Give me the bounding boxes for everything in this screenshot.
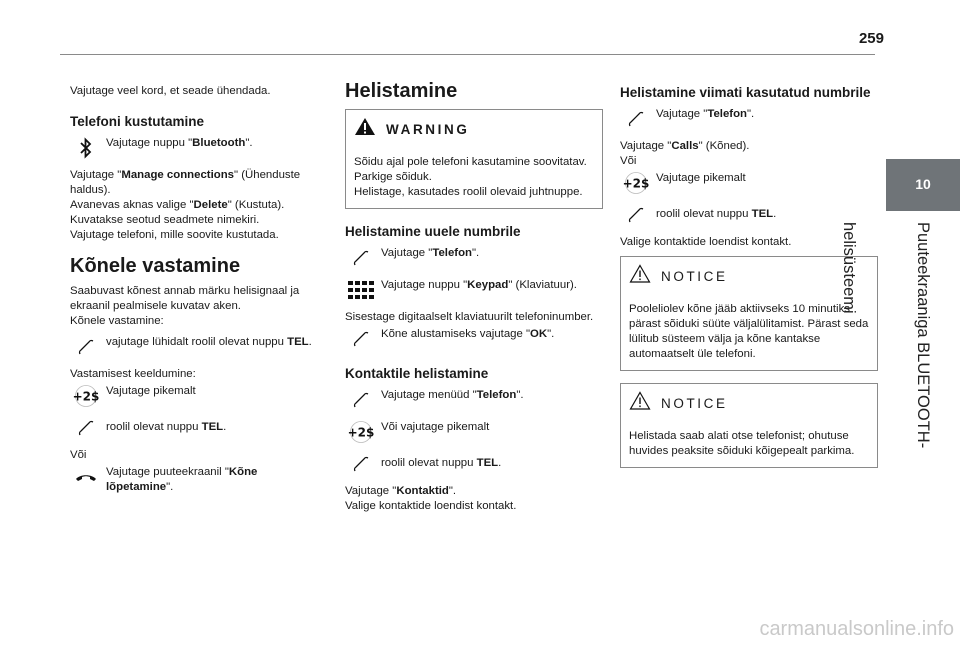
notice-title: NOTICE xyxy=(661,395,728,411)
answer-call-heading: Kõnele vastamine xyxy=(70,255,241,277)
phone-handset-icon xyxy=(620,107,652,131)
calls-paragraph: Vajutage "Calls" (Kõned). Või xyxy=(620,140,750,167)
notice-title: NOTICE xyxy=(661,268,728,284)
steering-wheel-controls-icon xyxy=(620,171,652,195)
select-contact-text: Valige kontaktide loendist kontakt. xyxy=(620,236,792,248)
step-recent-phone: Vajutage "Telefon". xyxy=(620,107,878,131)
contact-call-heading: Kontaktile helistamine xyxy=(345,366,489,381)
recent-number-heading: Helistamine viimati kasutatud numbrile xyxy=(620,85,871,100)
phone-handset-icon xyxy=(345,388,377,412)
intro-text: Vajutage veel kord, et seade ühendada. xyxy=(70,85,271,97)
warning-box xyxy=(345,109,603,209)
notice-text: Pooleliolev kõne jääb aktiivseks 10 minutiks pärast sõiduki süüte väljalülitamist. Pärast seda lülitub süsteem välja ja kõne kantakse automaatselt üle telefoni. xyxy=(629,303,869,360)
step-ok: Kõne alustamiseks vajutage "OK". xyxy=(345,327,603,351)
step-contact-phone: Vajutage menüüd "Telefon". xyxy=(345,388,603,412)
svg-text:+2$: +2$ xyxy=(347,425,375,440)
keypad-icon xyxy=(345,278,377,302)
step-bluetooth: Vajutage nuppu "Bluetooth". xyxy=(70,136,322,160)
page-number: 259 xyxy=(858,30,884,47)
column-2 xyxy=(345,80,603,520)
warning-title: WARNING xyxy=(386,121,470,137)
enter-number-text: Sisestage digitaalselt klaviatuurilt telefoninumber. xyxy=(345,311,594,323)
step-recent-tel: roolil olevat nuppu TEL. xyxy=(620,203,878,227)
chapter-number: 10 xyxy=(915,176,931,192)
step-answer-tel: vajutage lühidalt roolil olevat nuppu TEL. xyxy=(70,335,322,359)
answer-paragraph: Saabuvast kõnest annab märku helisignaal ja ekraanil pealmisele kuvatav aken. Kõnele vastamine: xyxy=(70,285,300,327)
phone-handset-icon xyxy=(345,327,377,351)
notice-text: Helistada saab alati otse telefonist; ohutuse huvides peaksite sõiduki kõigepealt parkima. xyxy=(629,430,855,457)
watermark: carmanualsonline.info xyxy=(759,618,954,640)
bluetooth-icon xyxy=(70,136,102,160)
step-contact-tel: roolil olevat nuppu TEL. xyxy=(345,452,603,476)
step-recent-long-press: +2$ Vajutage pikemalt xyxy=(620,171,878,195)
phone-handset-icon xyxy=(345,246,377,270)
phone-handset-icon xyxy=(345,452,377,476)
chapter-tab xyxy=(886,159,960,211)
phone-handset-icon xyxy=(70,335,102,359)
notice-box-2 xyxy=(620,383,878,468)
or-label: Või xyxy=(70,449,87,461)
steering-wheel-controls-icon xyxy=(70,384,102,408)
phone-handset-icon xyxy=(70,416,102,440)
chapter-title: Puuteekraaniga BLUETOOTH-helisüsteemi xyxy=(840,222,932,449)
step-reject-long-press: +2$ Vajutage pikemalt xyxy=(70,384,322,408)
delete-phone-heading: Telefoni kustutamine xyxy=(70,114,205,129)
step-phone-menu: Vajutage "Telefon". xyxy=(345,246,603,270)
phone-handset-icon xyxy=(620,203,652,227)
reject-label: Vastamisest keeldumine: xyxy=(70,368,196,380)
step-keypad: Vajutage nuppu "Keypad" (Klaviatuur). xyxy=(345,278,603,302)
column-3 xyxy=(620,84,878,480)
calling-heading: Helistamine xyxy=(345,80,458,102)
warning-text: Sõidu ajal pole telefoni kasutamine soovitatav. Parkige sõiduk. Helistage, kasutades roolil olevaid juhtnuppe. xyxy=(354,156,587,198)
notice-triangle-icon xyxy=(629,264,661,288)
svg-text:+2$: +2$ xyxy=(622,176,650,191)
header-rule xyxy=(60,54,875,55)
svg-text:+2$: +2$ xyxy=(72,389,100,404)
notice-triangle-icon xyxy=(629,391,661,415)
end-call-icon xyxy=(70,465,102,489)
step-reject-tel: roolil olevat nuppu TEL. xyxy=(70,416,322,440)
new-number-heading: Helistamine uuele numbrile xyxy=(345,224,521,239)
column-1 xyxy=(70,84,322,503)
contact-paragraph: Vajutage "Kontaktid". Valige kontaktide loendist kontakt. xyxy=(345,485,517,512)
step-end-call: Vajutage puuteekraanil "Kõne lõpetamine". xyxy=(70,465,322,495)
step-contact-long-press: +2$ Või vajutage pikemalt xyxy=(345,420,603,444)
notice-box-1 xyxy=(620,256,878,371)
delete-paragraph: Vajutage "Manage connections" (Ühenduste haldus). Avanevas aknas valige "Delete" (Kustuta). Kuvatakse seotud seadmete nimekiri. Vajutage telefoni, mille soovite kustutada. xyxy=(70,169,301,241)
warning-triangle-icon xyxy=(354,117,386,141)
steering-wheel-controls-icon xyxy=(345,420,377,444)
